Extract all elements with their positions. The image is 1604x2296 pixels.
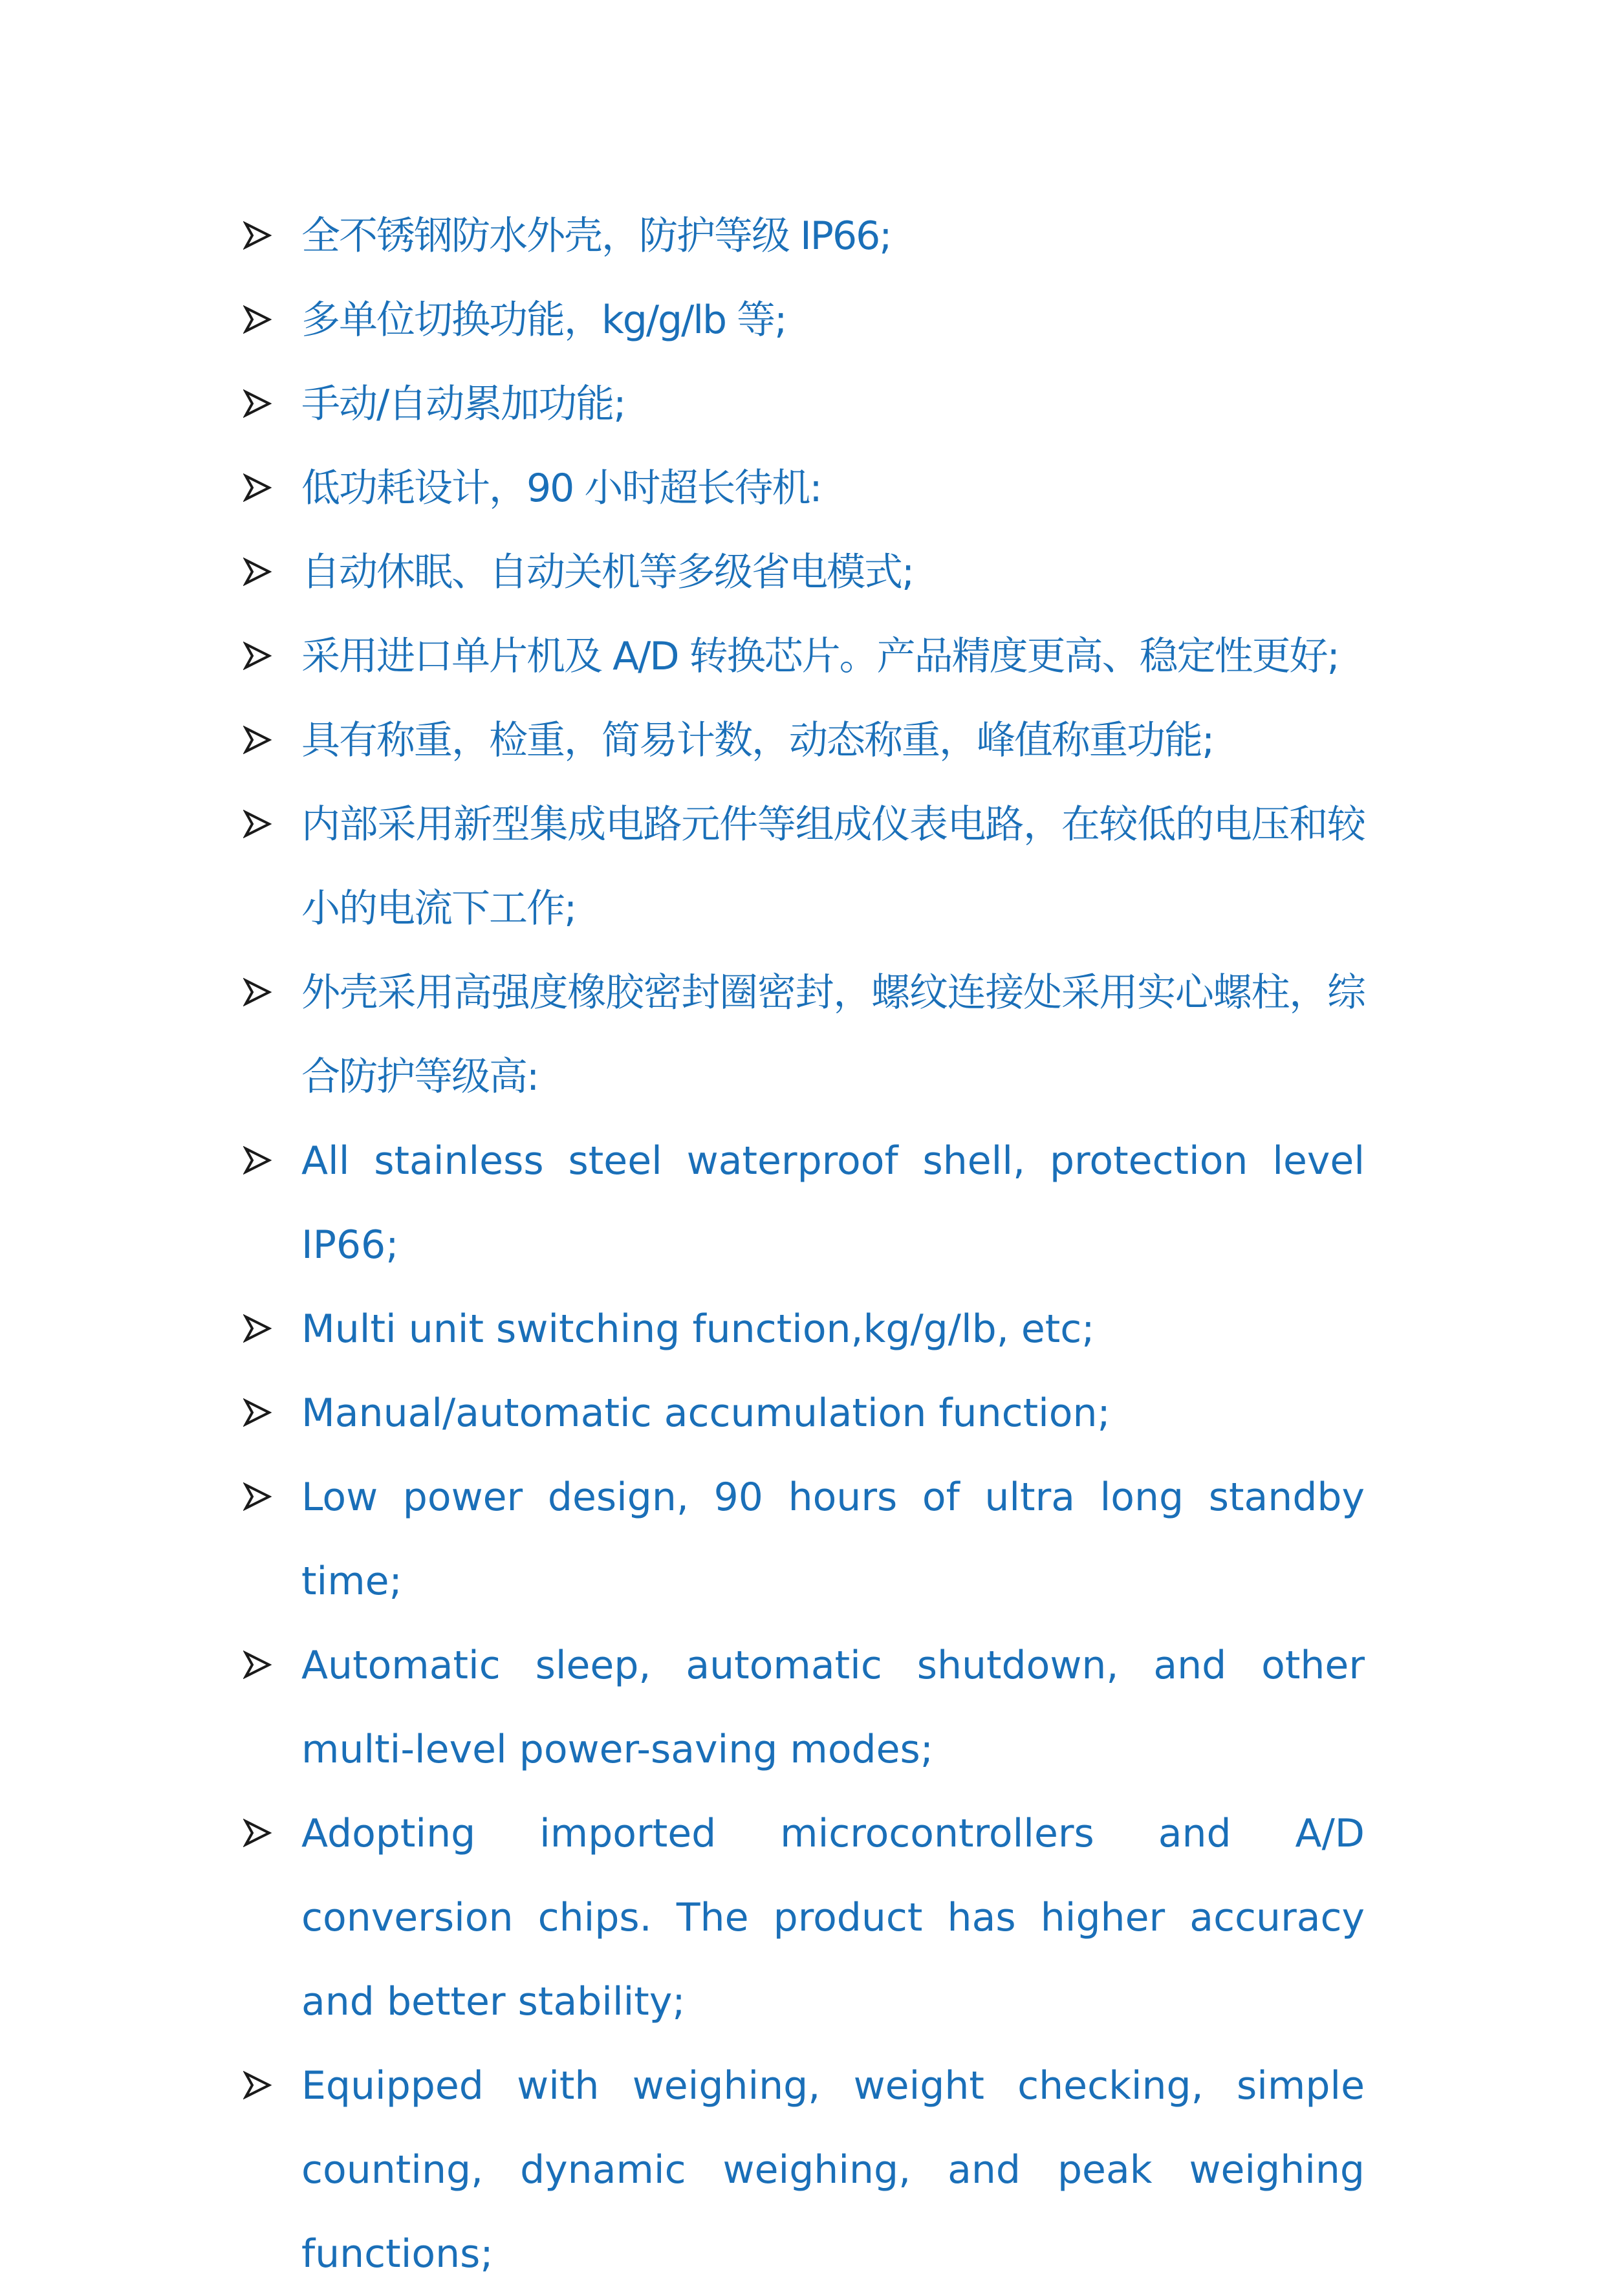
arrow-bullet-icon (243, 1146, 272, 1175)
list-item (239, 699, 1365, 783)
list-item-text: 自动休眠、自动关机等多级省电模式; (301, 550, 914, 595)
arrow-bullet-icon (243, 1482, 272, 1511)
arrow-bullet-icon (243, 558, 272, 586)
arrow-bullet-icon (243, 1314, 272, 1343)
list-item (239, 783, 1365, 951)
list-item-text: Adopting imported microcontrollers and A/D conversion chips. The product has higher accuracy and better stability; (301, 1811, 1365, 2024)
list-item (239, 1455, 1365, 1623)
list-item (239, 1792, 1365, 2044)
list-item (239, 1287, 1365, 1371)
list-item-text: 多单位切换功能，kg/g/lb 等; (301, 298, 786, 343)
list-item-text: 采用进口单片机及 A/D 转换芯片。产品精度更高、稳定性更好; (301, 634, 1339, 679)
arrow-bullet-icon (243, 978, 272, 1006)
arrow-bullet-icon (243, 1651, 272, 1679)
list-item-text: Equipped with weighing, weight checking, simple counting, dynamic weighing, and peak weighing functions; (301, 2063, 1365, 2277)
list-item (239, 278, 1365, 362)
list-item (239, 951, 1365, 1119)
list-item-text: Multi unit switching function,kg/g/lb, etc; (301, 1306, 1095, 1352)
arrow-bullet-icon (243, 2071, 272, 2099)
list-item (239, 446, 1365, 530)
list-item-text: 内部采用新型集成电路元件等组成仪表电路，在较低的电压和较小的电流下工作; (301, 802, 1365, 931)
list-item-text: 具有称重，检重，简易计数，动态称重，峰值称重功能; (301, 718, 1214, 763)
list-item-text: All stainless steel waterproof shell, protection level IP66; (301, 1138, 1365, 1268)
list-item (239, 1623, 1365, 1792)
arrow-bullet-icon (243, 1819, 272, 1847)
arrow-bullet-icon (243, 221, 272, 250)
list-item (239, 362, 1365, 446)
list-item (239, 530, 1365, 614)
feature-list (239, 194, 1365, 2296)
list-item (239, 194, 1365, 278)
arrow-bullet-icon (243, 1398, 272, 1427)
arrow-bullet-icon (243, 389, 272, 418)
list-item (239, 1371, 1365, 1455)
arrow-bullet-icon (243, 810, 272, 838)
arrow-bullet-icon (243, 726, 272, 754)
list-item-text: 外壳采用高强度橡胶密封圈密封，螺纹连接处采用实心螺柱，综合防护等级高: (301, 970, 1365, 1099)
list-item-text: Manual/automatic accumulation function; (301, 1391, 1111, 1436)
list-item (239, 614, 1365, 699)
list-item-text: 全不锈钢防水外壳，防护等级 IP66; (301, 213, 891, 259)
arrow-bullet-icon (243, 642, 272, 670)
list-item-text: 低功耗设计，90 小时超长待机: (301, 466, 821, 511)
list-item (239, 2044, 1365, 2296)
list-item-text: Low power design, 90 hours of ultra long standby time; (301, 1475, 1365, 1604)
arrow-bullet-icon (243, 305, 272, 334)
list-item-text: 手动/自动累加功能; (301, 382, 625, 427)
arrow-bullet-icon (243, 473, 272, 502)
list-item (239, 1119, 1365, 1287)
list-item-text: Automatic sleep, automatic shutdown, and other multi-level power-saving modes; (301, 1643, 1365, 1772)
